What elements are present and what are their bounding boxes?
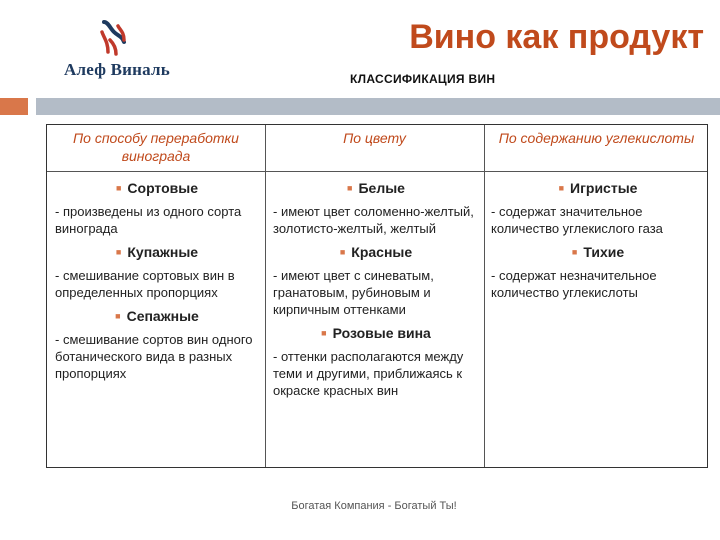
accent-bar xyxy=(36,98,720,115)
square-bullet-icon: ■ xyxy=(347,183,353,193)
square-bullet-icon: ■ xyxy=(115,247,122,257)
square-bullet-icon: ■ xyxy=(321,328,327,338)
category-description: - смешивание сортов вин одного ботанического вида в разных пропорциях xyxy=(55,332,253,381)
category-description: - произведены из одного сорта винограда xyxy=(55,204,242,236)
category-description: - имеют цвет с синеватым, гранатовым, рубиновым и кирпичным оттенками xyxy=(273,268,434,317)
header-processing-method: По способу переработки винограда xyxy=(73,130,239,164)
square-bullet-icon: ■ xyxy=(571,247,578,257)
square-bullet-icon: ■ xyxy=(115,183,122,193)
column-carbonation xyxy=(491,177,705,307)
category-title: ■ Красные xyxy=(339,244,413,260)
square-bullet-icon: ■ xyxy=(115,311,121,321)
footer-slogan: Богатая Компания - Богатый Ты! xyxy=(291,500,457,512)
category-title: ■ Белые xyxy=(347,180,405,196)
column-divider xyxy=(484,125,485,467)
category-title: ■ Сортовые xyxy=(115,180,199,196)
aleph-logo-icon xyxy=(94,18,134,58)
category-description: - содержат значительное количество углекислого газа xyxy=(491,204,663,236)
square-bullet-icon: ■ xyxy=(339,247,346,257)
column-divider xyxy=(265,125,266,467)
category-description: - имеют цвет соломенно-желтый, золотисто-желтый, желтый xyxy=(273,204,474,236)
category-title: ■ Тихие xyxy=(571,244,625,260)
column-processing-method xyxy=(55,177,259,388)
header-color: По цвету xyxy=(343,130,406,146)
logo-text: Алеф Виналь xyxy=(64,60,170,79)
category-description: - содержат незначительное количество углекислоты xyxy=(491,268,657,300)
slide-title: Вино как продукт xyxy=(409,18,704,56)
column-color xyxy=(273,177,479,405)
category-description: - оттенки располагаются между теми и другими, приближаясь к окраске красных вин xyxy=(273,349,464,398)
category-title: ■ Розовые вина xyxy=(321,325,431,341)
classification-table xyxy=(46,124,708,468)
category-title: ■ Купажные xyxy=(115,244,199,260)
header-divider xyxy=(47,171,707,172)
company-logo xyxy=(52,18,182,80)
category-description: - смешивание сортовых вин в определенных пропорциях xyxy=(55,268,235,300)
accent-square xyxy=(0,98,28,115)
slide-subtitle: КЛАССИФИКАЦИЯ ВИН xyxy=(350,72,496,86)
category-title: ■ Игристые xyxy=(558,180,638,196)
square-bullet-icon: ■ xyxy=(558,183,564,193)
category-title: ■ Сепажные xyxy=(115,308,199,324)
header-carbonation: По содержанию углекислоты xyxy=(498,130,695,146)
